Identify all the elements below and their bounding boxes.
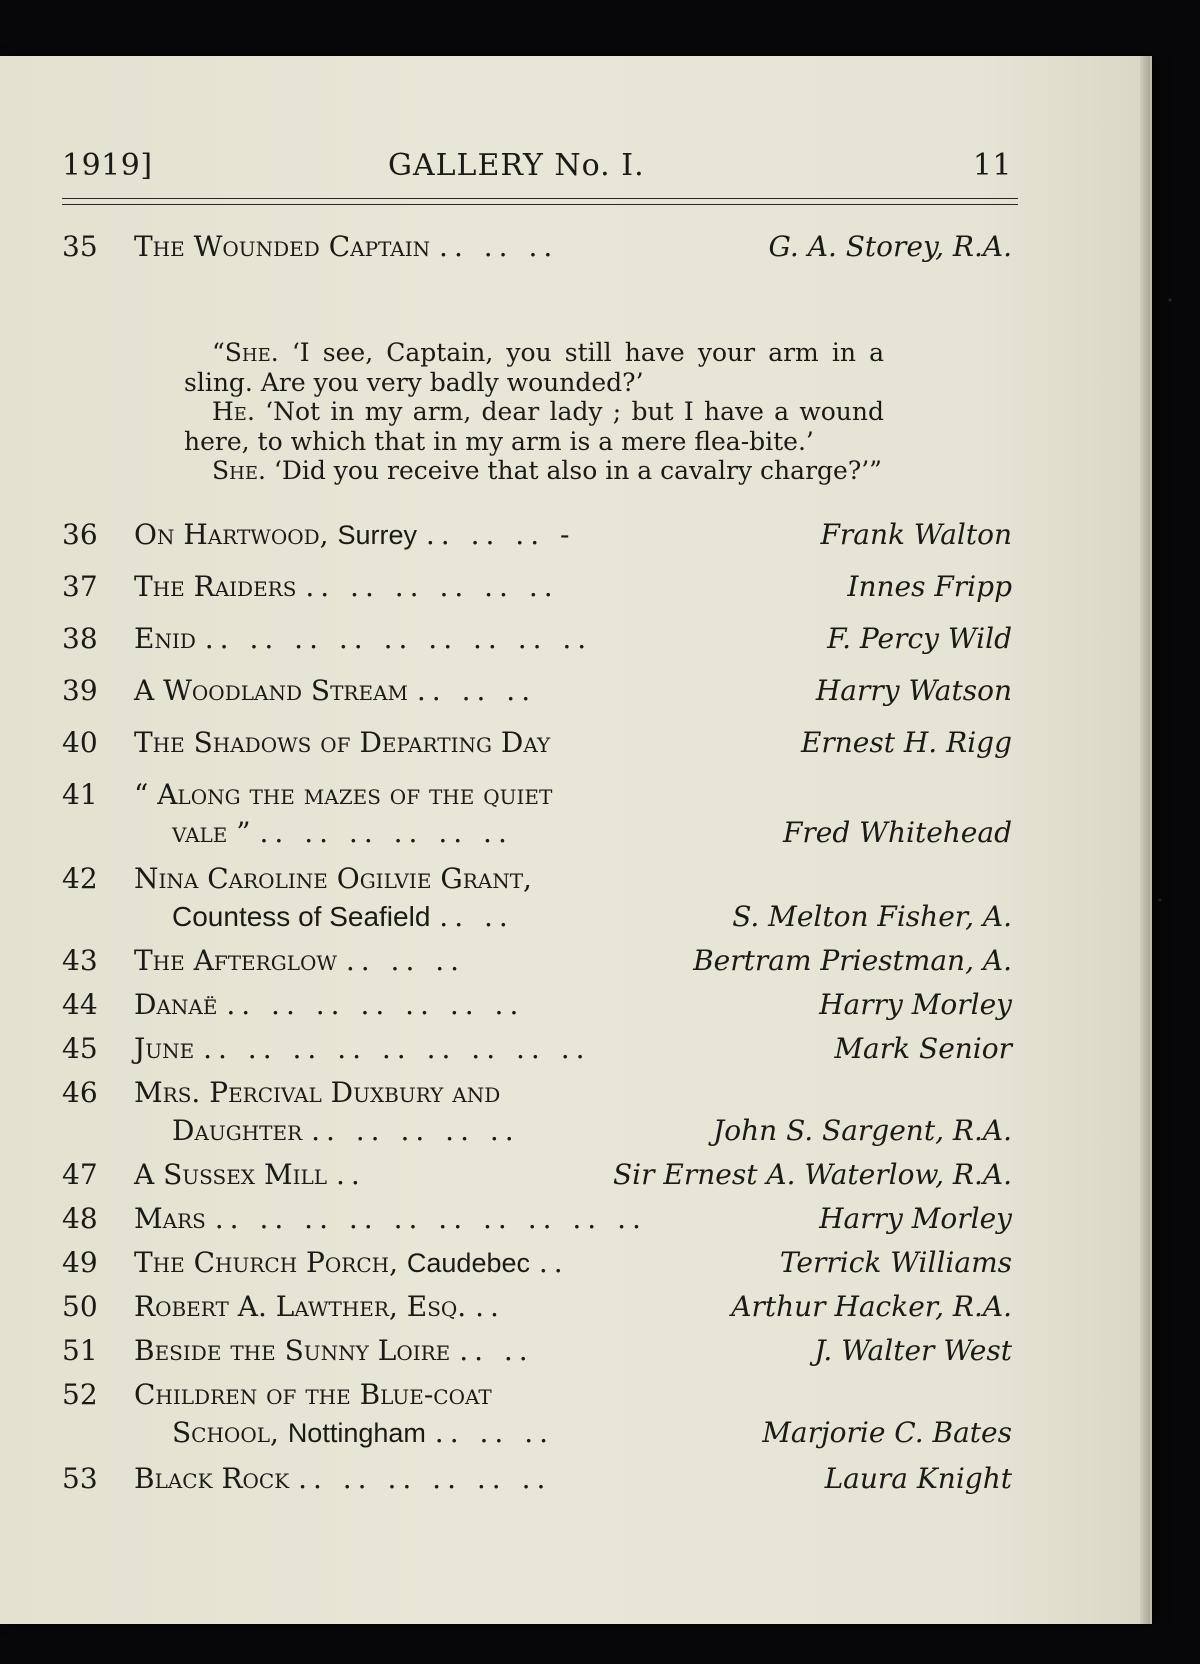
entry-artist: Harry Morley bbox=[819, 988, 1012, 1021]
header-gallery-title: GALLERY No. I. bbox=[388, 148, 645, 183]
entry-title: Black Rock .. .. .. .. .. .. bbox=[134, 1462, 552, 1495]
entry-title: Mrs. Percival Duxbury and bbox=[134, 1076, 501, 1109]
leader-dots: .. .. .. bbox=[439, 230, 559, 263]
header-page-number: 11 bbox=[972, 148, 1012, 183]
entry-title: Children of the Blue-coat bbox=[134, 1378, 492, 1411]
entry-artist: Mark Senior bbox=[834, 1032, 1012, 1065]
quote-line-he: He. ‘Not in my arm, dear lady ; but I have a wound here, to which that in my arm is a mere flea-bite.’ bbox=[184, 397, 884, 456]
leader-dots: .. .. .. .. .. .. .. .. .. bbox=[203, 1032, 591, 1065]
leader-dots: .. .. bbox=[439, 900, 514, 933]
entry-title: A Woodland Stream .. .. .. bbox=[134, 674, 537, 707]
entry-number: 45 bbox=[62, 1032, 98, 1065]
leader-dots: .. .. .. bbox=[434, 1416, 554, 1449]
entry-number: 46 bbox=[62, 1076, 98, 1109]
entry-number: 43 bbox=[62, 944, 98, 977]
entry-number: 42 bbox=[62, 862, 98, 895]
header-year: 1919] bbox=[62, 148, 153, 183]
entry-title: Nina Caroline Ogilvie Grant, bbox=[134, 862, 532, 895]
entry-number: 44 bbox=[62, 988, 98, 1021]
leader-dots: .. bbox=[336, 1158, 366, 1191]
leader-dots: .. .. .. .. .. .. bbox=[259, 816, 513, 849]
leader-dots: .. bbox=[475, 1290, 505, 1323]
catalogue-entry-46 bbox=[62, 1076, 1012, 1156]
entry-title-continued: vale ” .. .. .. .. .. .. bbox=[172, 816, 513, 849]
entry-title: A Sussex Mill .. bbox=[134, 1158, 366, 1191]
entry-number: 47 bbox=[62, 1158, 98, 1191]
catalogue-page bbox=[0, 56, 1150, 1624]
entry-artist: Innes Fripp bbox=[847, 570, 1012, 603]
entry-number: 41 bbox=[62, 778, 98, 811]
entry-number: 49 bbox=[62, 1246, 98, 1279]
leader-dots: .. .. .. bbox=[345, 944, 466, 977]
entry-title-continued: Countess of Seafield .. .. bbox=[172, 900, 514, 933]
entry-number: 52 bbox=[62, 1378, 98, 1411]
entry-artist: Terrick Williams bbox=[779, 1246, 1012, 1279]
entry-number: 37 bbox=[62, 570, 98, 603]
entry-artist: Ernest H. Rigg bbox=[800, 726, 1012, 759]
entry-number: 36 bbox=[62, 518, 98, 551]
entry-title: Mars .. .. .. .. .. .. .. .. .. .. bbox=[134, 1202, 647, 1235]
entry-artist: J. Walter West bbox=[814, 1334, 1012, 1367]
quote-line-she-1: “She. ‘I see, Captain, you still have your arm in a sling. Are you very badly wounded?’ bbox=[184, 338, 884, 397]
entry-artist: Fred Whitehead bbox=[782, 816, 1012, 849]
entry-artist: G. A. Storey, R.A. bbox=[768, 230, 1012, 263]
entry-title: The Wounded Captain .. .. .. bbox=[134, 230, 559, 263]
leader-dots: .. .. .. .. .. .. .. .. .. .. bbox=[214, 1202, 647, 1235]
catalogue-entry-41 bbox=[62, 778, 1012, 858]
entry-artist: F. Percy Wild bbox=[827, 622, 1012, 655]
entry-title: Beside the Sunny Loire .. .. bbox=[134, 1334, 534, 1367]
entry-title: The Raiders .. .. .. .. .. .. bbox=[134, 570, 559, 603]
leader-dots: .. .. bbox=[459, 1334, 534, 1367]
entry-artist: Harry Watson bbox=[815, 674, 1012, 707]
entry-number: 40 bbox=[62, 726, 98, 759]
entry-number: 51 bbox=[62, 1334, 98, 1367]
entry-title: On Hartwood, Surrey .. .. .. - bbox=[134, 518, 576, 551]
leader-dots: .. .. .. bbox=[416, 674, 537, 707]
header-rule bbox=[62, 198, 1018, 205]
leader-dots: .. bbox=[538, 1246, 569, 1279]
catalogue-entry-52 bbox=[62, 1378, 1012, 1458]
entry-title: June .. .. .. .. .. .. .. .. .. bbox=[134, 1032, 591, 1065]
entry-title: The Afterglow .. .. .. bbox=[134, 944, 466, 977]
entry-artist: Laura Knight bbox=[824, 1462, 1012, 1495]
entry-title-continued: School, Nottingham .. .. .. bbox=[172, 1416, 554, 1449]
entry-title: “ Along the mazes of the quiet bbox=[134, 778, 553, 811]
entry-artist: Arthur Hacker, R.A. bbox=[731, 1290, 1012, 1323]
entry-number: 38 bbox=[62, 622, 98, 655]
entry-number: 50 bbox=[62, 1290, 98, 1323]
page-edge bbox=[1140, 56, 1150, 1624]
leader-dots: .. .. .. .. .. .. bbox=[305, 570, 559, 603]
entry-title: The Church Porch, Caudebec .. bbox=[134, 1246, 569, 1279]
entry-artist: Bertram Priestman, A. bbox=[693, 944, 1012, 977]
running-head bbox=[62, 148, 1012, 188]
leader-dots: .. .. .. .. .. .. .. .. .. bbox=[204, 622, 593, 655]
entry-artist: Frank Walton bbox=[820, 518, 1012, 551]
leader-dots: .. .. .. .. .. .. bbox=[298, 1462, 552, 1495]
leader-dots: .. .. .. .. .. .. .. bbox=[226, 988, 525, 1021]
quote-line-she-2: She. ‘Did you receive that also in a cavalry charge?’” bbox=[212, 456, 882, 485]
entry-artist: S. Melton Fisher, A. bbox=[732, 900, 1012, 933]
entry-artist: Marjorie C. Bates bbox=[762, 1416, 1012, 1449]
leader-dots: .. .. .. - bbox=[425, 518, 576, 551]
entry-title: Robert A. Lawther, Esq. .. bbox=[134, 1290, 505, 1323]
entry-number: 39 bbox=[62, 674, 98, 707]
leader-dots: .. .. .. .. .. bbox=[311, 1114, 520, 1147]
catalogue-entry-42 bbox=[62, 862, 1012, 942]
entry-title: Enid .. .. .. .. .. .. .. .. .. bbox=[134, 622, 593, 655]
entry-artist: John S. Sargent, R.A. bbox=[713, 1114, 1012, 1147]
entry-number: 48 bbox=[62, 1202, 98, 1235]
entry-number: 53 bbox=[62, 1462, 98, 1495]
entry-number: 35 bbox=[62, 230, 98, 263]
entry-artist: Sir Ernest A. Waterlow, R.A. bbox=[613, 1158, 1012, 1191]
entry-35-quote bbox=[184, 338, 884, 486]
entry-title: Danaë .. .. .. .. .. .. .. bbox=[134, 988, 525, 1021]
entry-title-continued: Daughter .. .. .. .. .. bbox=[172, 1114, 520, 1147]
entry-artist: Harry Morley bbox=[819, 1202, 1012, 1235]
entry-title: The Shadows of Departing Day bbox=[134, 726, 551, 759]
